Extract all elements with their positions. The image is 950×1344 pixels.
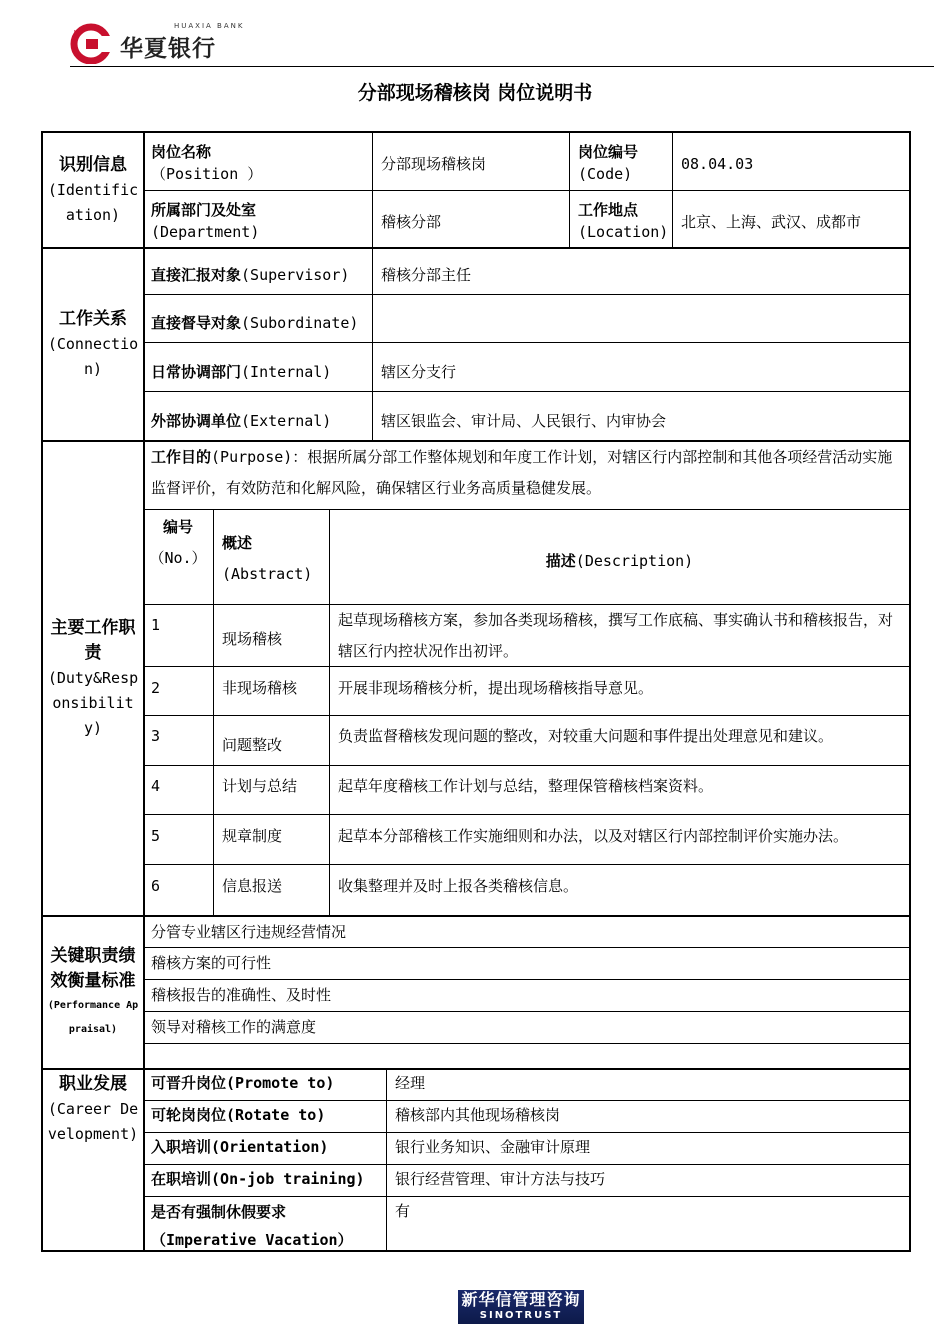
kpi-item: 领导对稽核工作的满意度 [151, 1018, 317, 1036]
duty-no: 3 [151, 727, 161, 745]
duty-abstract: 现场稽核 [222, 630, 283, 648]
relation-value: 稽核分部主任 [381, 266, 472, 284]
duty-no: 4 [151, 777, 161, 795]
page-header [70, 20, 934, 66]
career-value: 经理 [395, 1074, 426, 1092]
purpose-text: 工作目的(Purpose)：根据所属分部工作整体规划和年度工作计划，对辖区行内部控制和其他各项经营活动实施监督评价，有效防范和化解风险，确保辖区行业务高质量稳健发展。 [151, 448, 893, 497]
duty-abstract: 非现场稽核 [222, 679, 298, 697]
code-value: 08.04.03 [681, 155, 754, 173]
duty-desc: 负责监督稽核发现问题的整改，对较重大问题和事件提出处理意见和建议。 [338, 727, 834, 745]
career-section [41, 1068, 911, 1252]
department-value: 稽核分部 [381, 213, 442, 231]
duty-abstract: 规章制度 [222, 827, 283, 845]
relations-section-label: 工作关系 (Connection) [43, 249, 145, 440]
duty-desc: 收集整理并及时上报各类稽核信息。 [338, 877, 579, 895]
kpi-section-label: 关键职责绩效衡量标准 (Performance Appraisal) [43, 917, 145, 1068]
huaxia-bank-logo-icon [70, 22, 112, 64]
duty-abstract: 问题整改 [222, 736, 283, 754]
career-section-label: 职业发展 (Career Development) [43, 1070, 145, 1250]
career-label: 可轮岗岗位(Rotate to) [151, 1106, 326, 1124]
department-label: 所属部门及处室 (Department) [151, 201, 260, 241]
col-abstract-header: 概述 (Abstract) [222, 534, 313, 583]
bank-name-en: HUAXIA BANK [174, 22, 245, 30]
duty-abstract: 信息报送 [222, 877, 283, 895]
career-label: 是否有强制休假要求 （Imperative Vacation） [151, 1203, 353, 1249]
position-value: 分部现场稽核岗 [381, 155, 487, 173]
col-no-header: 编号 （No.） [149, 518, 207, 567]
career-label: 入职培训(Orientation) [151, 1138, 329, 1156]
career-value: 稽核部内其他现场稽核岗 [395, 1106, 561, 1124]
page-title: 分部现场稽核岗 岗位说明书 [357, 82, 593, 104]
code-label: 岗位编号 (Code) [578, 143, 639, 183]
relation-label: 外部协调单位(External) [151, 412, 332, 430]
kpi-item: 分管专业辖区行违规经营情况 [151, 923, 347, 941]
identity-section-label: 识别信息 (Identification) [43, 133, 145, 247]
duty-desc: 起草现场稽核方案，参加各类现场稽核，撰写工作底稿、事实确认书和稽核报告，对辖区行内控状况作出初评。 [338, 611, 894, 660]
relation-value: 辖区分支行 [381, 363, 457, 381]
duty-desc: 开展非现场稽核分析，提出现场稽核指导意见。 [338, 679, 654, 697]
duties-section [41, 440, 911, 915]
relation-value: 辖区银监会、审计局、人民银行、内审协会 [381, 412, 667, 430]
relation-label: 日常协调部门(Internal) [151, 363, 332, 381]
career-value: 银行业务知识、金融审计原理 [395, 1138, 591, 1156]
duty-no: 5 [151, 827, 161, 845]
duty-desc: 起草年度稽核工作计划与总结，整理保管稽核档案资料。 [338, 777, 714, 795]
relation-value [373, 306, 389, 318]
duty-no: 2 [151, 679, 161, 697]
duty-no: 1 [151, 616, 161, 634]
duty-no: 6 [151, 877, 161, 895]
duties-section-label: 主要工作职责 (Duty&Responsibility) [43, 442, 145, 915]
bank-name-cn: 华夏银行 [120, 36, 216, 62]
identity-section [41, 131, 911, 247]
career-label: 在职培训(On-job training) [151, 1170, 365, 1188]
kpi-item: 稽核方案的可行性 [151, 954, 272, 972]
relation-label: 直接督导对象(Subordinate) [151, 314, 359, 332]
sinotrust-logo: 新华信管理咨询 SINOTRUST [458, 1290, 584, 1324]
location-label: 工作地点 (Location) [578, 201, 669, 241]
relations-section [41, 247, 911, 440]
career-value: 有 [395, 1202, 411, 1220]
location-value: 北京、上海、武汉、成都市 [681, 213, 862, 231]
position-label: 岗位名称 （Position ） [151, 143, 263, 183]
career-value: 银行经营管理、审计方法与技巧 [395, 1170, 606, 1188]
kpi-section [41, 915, 911, 1068]
header-divider [70, 66, 934, 67]
relation-label: 直接汇报对象(Supervisor) [151, 266, 350, 284]
duty-abstract: 计划与总结 [222, 777, 298, 795]
kpi-item: 稽核报告的准确性、及时性 [151, 986, 332, 1004]
duty-desc: 起草本分部稽核工作实施细则和办法，以及对辖区行内部控制评价实施办法。 [338, 827, 849, 845]
col-desc-header: 描述(Description) [545, 552, 694, 570]
career-label: 可晋升岗位(Promote to) [151, 1074, 335, 1092]
